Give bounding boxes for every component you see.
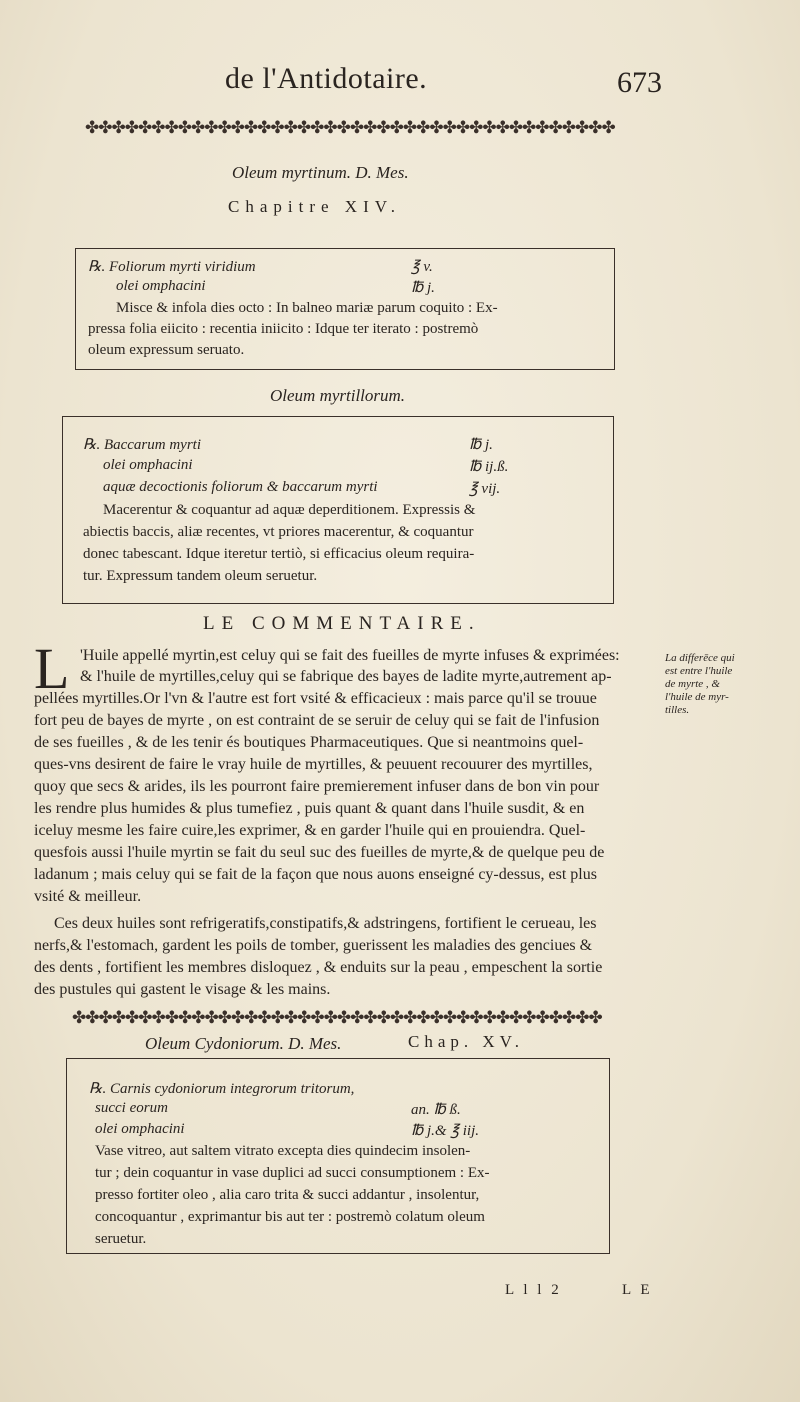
- section-title-myrtinum: Oleum myrtinum. D. Mes.: [232, 163, 409, 182]
- recipe-text-line: Misce & infola dies octo : In balneo mariæ parum coquito : Ex-: [116, 300, 498, 316]
- commentary-line: quesfois aussi l'huile myrtin se fait du seul suc des fueilles de myrte,& de quelque peu de: [34, 844, 605, 861]
- recipe-text-line: concoquantur , exprimantur bis aut ter : postremò colatum oleum: [95, 1209, 485, 1225]
- ingredient-line: olei omphacini: [116, 278, 206, 294]
- ornament-band-top: ✤✤✤✤✤✤✤✤✤✤✤✤✤✤✤✤✤✤✤✤✤✤✤✤✤✤✤✤✤✤✤✤✤✤✤✤✤✤✤✤: [85, 118, 615, 137]
- commentary-line: quoy que secs & arides, ils les pourront faire premierement infuser dans de bon vin pour: [34, 778, 600, 795]
- page-number: 673: [617, 66, 662, 99]
- recipe-text-line: tur. Expressum tandem oleum seruetur.: [83, 568, 318, 584]
- margin-note: l'huile de myr-: [665, 691, 729, 703]
- ingredient-line: ℞. Baccarum myrti: [83, 437, 202, 453]
- margin-note: La differēce qui: [665, 652, 735, 664]
- commentary-line: les rendre plus humides & plus tumefiez , puis quant & quant dans l'huile susdit, & en: [34, 800, 585, 817]
- recipe-box-cydoniorum: [66, 1058, 610, 1254]
- recipe-box-myrtillorum: [62, 416, 614, 604]
- commentary-line: fort peu de bayes de myrte , on est contraint de se seruir de celuy qui se fait de l'infusion: [34, 712, 600, 729]
- ingredient-line: succi eorum: [95, 1100, 168, 1116]
- ingredient-line: olei omphacini: [103, 457, 193, 473]
- commentary-line: 'Huile appellé myrtin,est celuy qui se fait des fueilles de myrte infuses & exprimées:: [80, 647, 620, 664]
- ingredient-line: ℞. Carnis cydoniorum integrorum tritorum,: [89, 1081, 355, 1097]
- running-head: de l'Antidotaire.: [225, 62, 428, 95]
- signature-mark: L l l 2: [505, 1282, 562, 1298]
- commentary-line: des pustules qui gastent le visage & les mains.: [34, 981, 331, 998]
- margin-note: tilles.: [665, 704, 690, 716]
- ingredient-line: ℞. Foliorum myrti viridium: [88, 259, 256, 275]
- recipe-text-line: seruetur.: [95, 1231, 147, 1247]
- ornament-band-middle: ✤✤✤✤✤✤✤✤✤✤✤✤✤✤✤✤✤✤✤✤✤✤✤✤✤✤✤✤✤✤✤✤✤✤✤✤✤✤✤✤: [72, 1008, 602, 1027]
- commentary-line: pellées myrtilles.Or l'vn & l'autre est fort vsité & efficacieux : mais parce qu'il se trouue: [34, 690, 597, 707]
- recipe-text-line: Vase vitreo, aut saltem vitrato excepta dies quindecim insolen-: [95, 1143, 471, 1159]
- recipe-text-line: presso fortiter oleo , alia caro trita & succi addantur , insolentur,: [95, 1187, 480, 1203]
- margin-note: de myrte , &: [665, 678, 720, 690]
- ingredient-quantity: ℥ v.: [411, 259, 433, 275]
- ingredient-quantity: ℥ vij.: [469, 481, 501, 497]
- ingredient-quantity: ℔ j.& ℥ iij.: [411, 1123, 480, 1139]
- ingredient-quantity: ℔ ij.ß.: [469, 459, 509, 475]
- ingredient-line: aquæ decoctionis foliorum & baccarum myrti: [103, 479, 378, 495]
- commentary-line: & l'huile de myrtilles,celuy qui se fabrique des bayes de ladite myrte,autrement ap-: [80, 668, 612, 685]
- ingredient-quantity: ℔ j.: [469, 437, 493, 453]
- recipe-text-line: abiectis baccis, aliæ recentes, vt priores macerentur, & coquantur: [83, 524, 474, 540]
- recipe-box-myrtinum: [75, 248, 615, 370]
- recipe-text-line: donec tabescant. Idque iteretur tertiò, si efficacius oleum requira-: [83, 546, 475, 562]
- recipe-text-line: pressa folia eiicito : recentia iniicito : Idque ter iterato : postremò: [88, 321, 479, 337]
- commentary-line: iceluy mesme les faire cuire,les exprimer, & en garder l'huile qui en prouiendra. Quel-: [34, 822, 586, 839]
- commentary-line: ques-vns desirent de faire le vray huile de myrtilles, & peuuent recouurer des myrtilles,: [34, 756, 593, 773]
- commentary-line: nerfs,& l'estomach, gardent les poils de tomber, guerissent les maladies des genciues &: [34, 937, 593, 954]
- catchword: L E: [622, 1282, 653, 1298]
- section-title-cydoniorum: Oleum Cydoniorum. D. Mes.: [145, 1034, 342, 1053]
- commentary-line: des dents , fortifient les membres disloquez , & enduits sur la peau , empeschent la sortie: [34, 959, 603, 976]
- drop-cap: L: [34, 636, 70, 701]
- commentary-line: de ses fueilles , & de les tenir és boutiques Pharmaceutiques. Que si neantmoins quel-: [34, 734, 584, 751]
- ingredient-quantity: an. ℔ ß.: [411, 1102, 461, 1118]
- commentary-title: LE COMMENTAIRE.: [203, 613, 481, 634]
- ingredient-quantity: ℔ j.: [411, 280, 435, 296]
- recipe-text-line: oleum expressum seruato.: [88, 342, 245, 358]
- commentary-line: vsité & meilleur.: [34, 888, 142, 905]
- margin-note: est entre l'huile: [665, 665, 733, 677]
- chapter-heading-xv: Chap. XV.: [408, 1032, 524, 1051]
- recipe-text-line: tur ; dein coquantur in vase duplici ad succi consumptionem : Ex-: [95, 1165, 490, 1181]
- recipe-text-line: Macerentur & coquantur ad aquæ deperditionem. Expressis &: [103, 502, 476, 518]
- commentary-line: ladanum ; mais celuy qui se fait de la façon que nous auons enseigné cy-dessus, est plus: [34, 866, 597, 883]
- chapter-heading-xiv: Chapitre XIV.: [228, 197, 402, 216]
- ingredient-line: olei omphacini: [95, 1121, 185, 1137]
- section-title-myrtillorum: Oleum myrtillorum.: [270, 386, 406, 405]
- commentary-line: Ces deux huiles sont refrigeratifs,constipatifs,& adstringens, fortifient le cerueau, les: [54, 915, 597, 932]
